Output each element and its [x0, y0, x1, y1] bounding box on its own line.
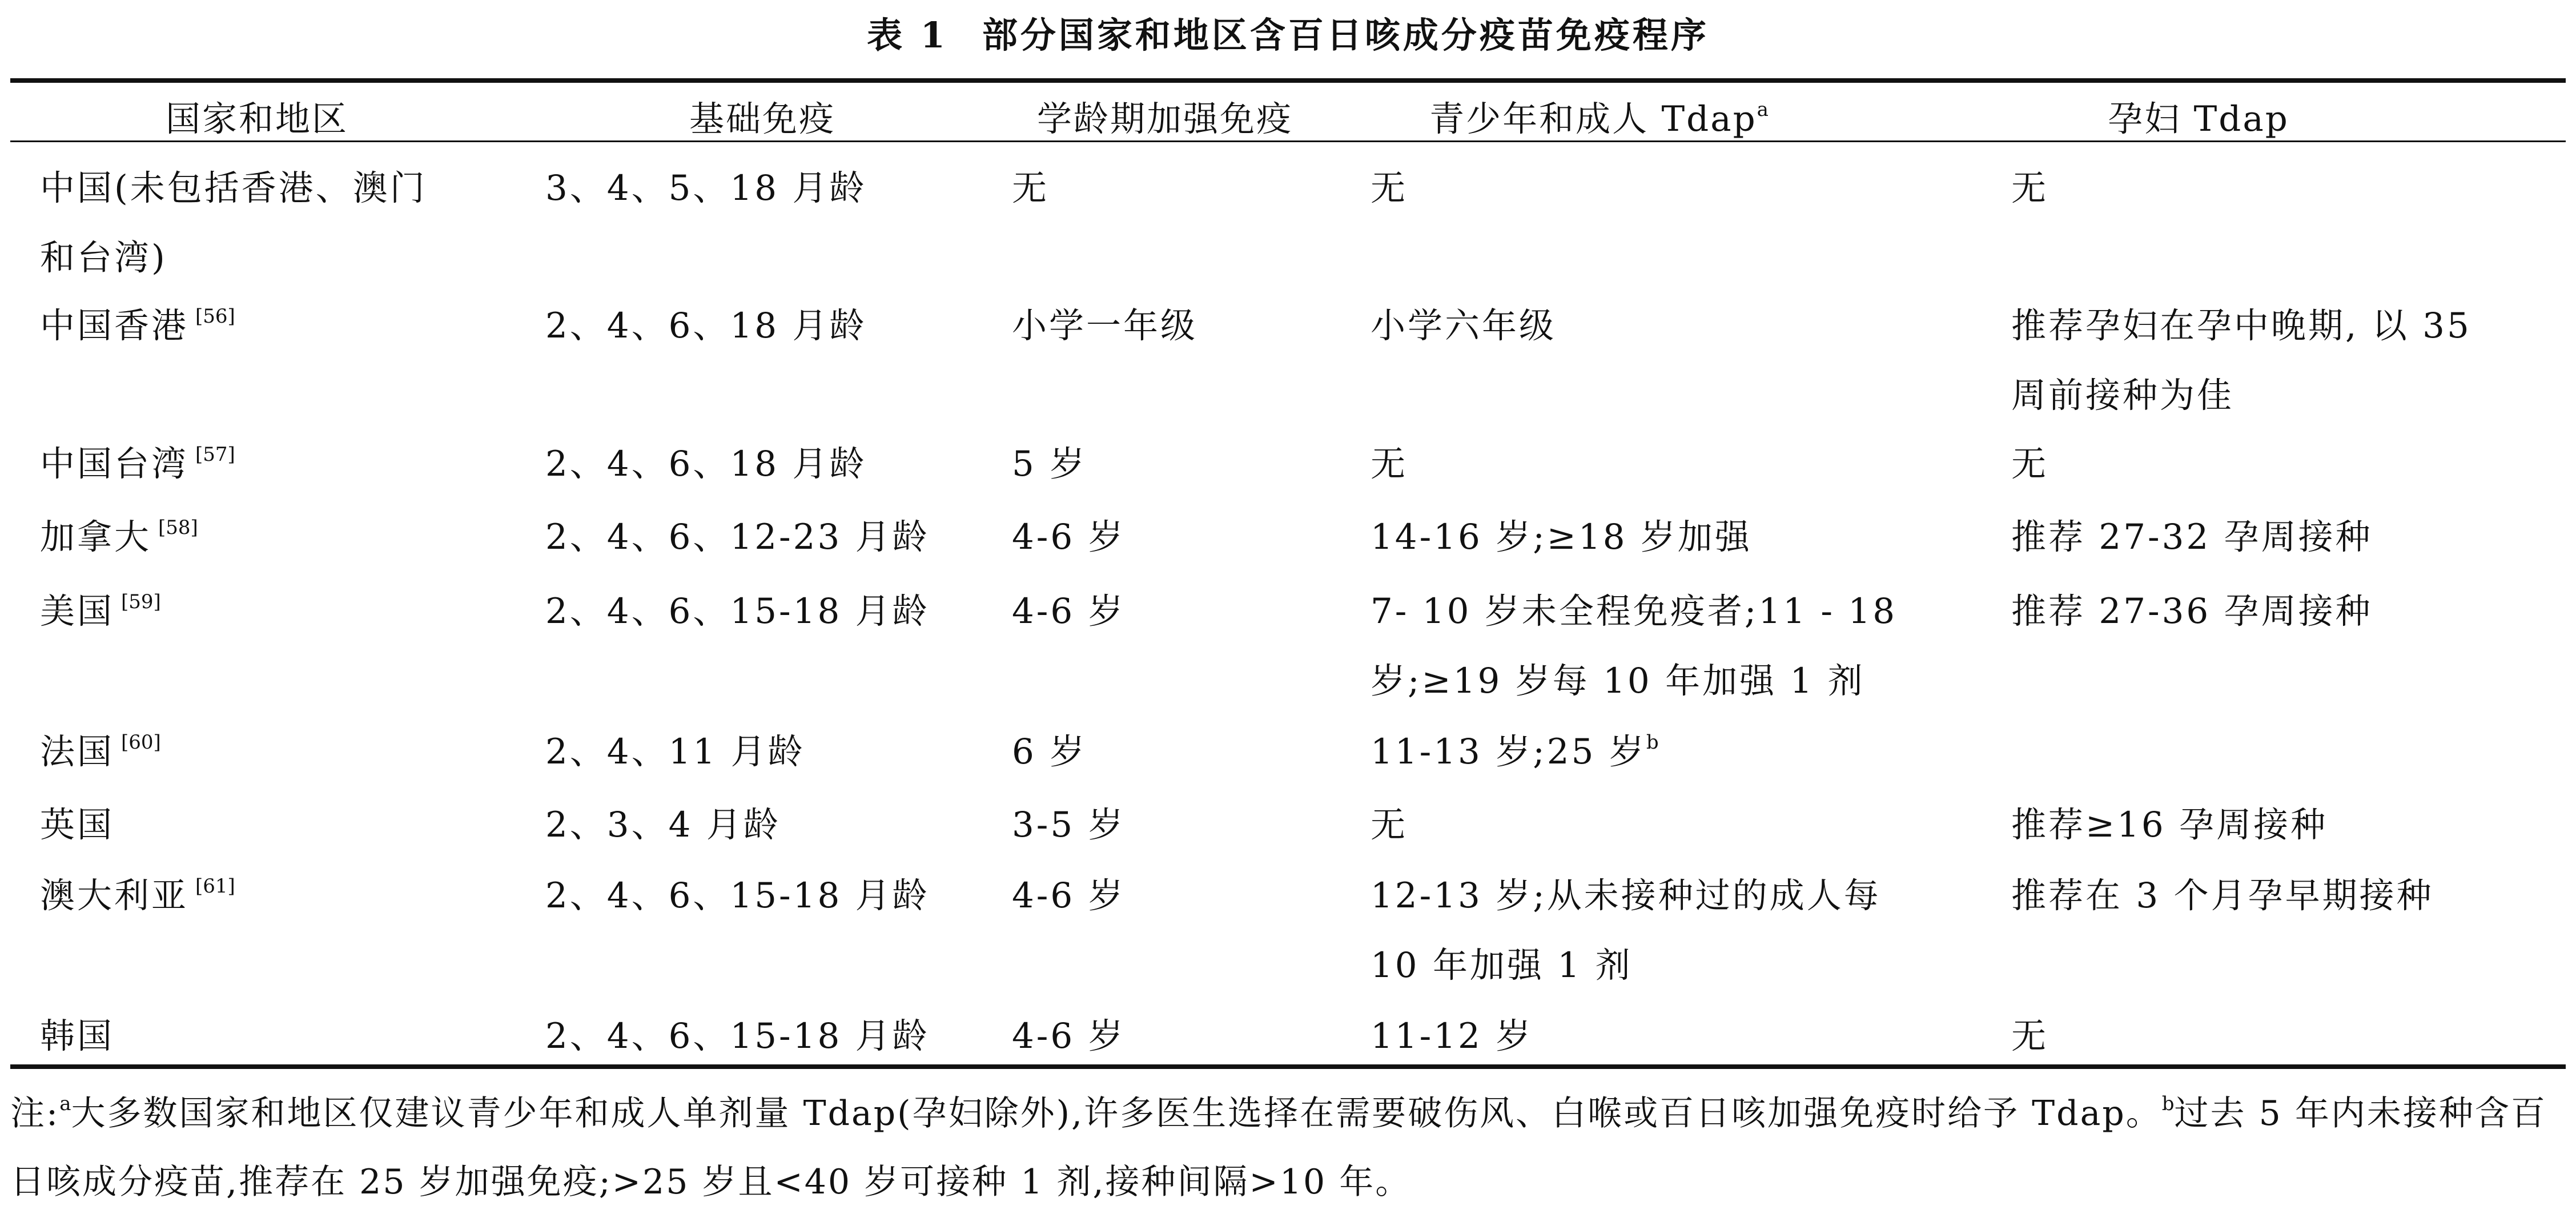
caption-label: 表 1	[867, 14, 948, 56]
cell-adolescent: 11-12 岁	[1371, 1016, 1533, 1056]
cell-pregnant: 推荐孕妇在孕中晚期, 以 35 周前接种为佳	[2011, 306, 2471, 416]
cell-primary: 2、4、6、15-18 月龄	[545, 1016, 930, 1056]
cell-school: 4-6 岁	[1012, 517, 1126, 557]
cell-region: 法国 [60]	[40, 731, 161, 772]
cell-primary: 2、4、6、12-23 月龄	[545, 517, 930, 557]
cell-adolescent: 无	[1371, 168, 1408, 208]
cell-primary: 3、4、5、18 月龄	[545, 168, 867, 208]
note-a-mark: a	[59, 1092, 71, 1115]
reference-mark: [56]	[195, 305, 235, 328]
cell-school: 小学一年级	[1012, 306, 1198, 346]
cell-pregnant: 推荐在 3 个月孕早期接种	[2011, 875, 2434, 916]
cell-school: 5 岁	[1012, 444, 1087, 484]
cell-school: 4-6 岁	[1012, 1016, 1126, 1056]
reference-mark: [58]	[158, 516, 198, 539]
header-adolescent	[1429, 91, 1769, 141]
cell-primary: 2、4、6、18 月龄	[545, 306, 867, 346]
header-adolescent-text: 青少年和成人 Tdap	[1429, 99, 1757, 139]
cell-pregnant: 无	[2011, 168, 2049, 208]
table-note	[10, 1079, 2566, 1216]
table-caption	[0, 7, 2576, 58]
cell-region: 加拿大 [58]	[40, 516, 198, 557]
note-b-text: 过去 5 年内未接种含百日咳成分疫苗,推荐在 25 岁加强免疫;>25 岁且<40 岁可接种 1 剂,接种间隔>10 年。	[10, 1094, 2547, 1202]
reference-mark: [57]	[195, 443, 235, 466]
cell-primary: 2、4、6、15-18 月龄	[545, 875, 930, 916]
header-rule	[10, 140, 2566, 142]
cell-school: 无	[1012, 168, 1050, 208]
cell-adolescent: 11-13 岁;25 岁$^b$	[1371, 731, 1659, 772]
cell-adolescent: 12-13 岁;从未接种过的成人每 10 年加强 1 剂	[1371, 875, 1881, 986]
cell-school: 6 岁	[1012, 731, 1087, 772]
cell-region: 中国台湾 [57]	[40, 443, 235, 484]
header-adolescent-sup: a	[1757, 98, 1769, 121]
cell-school: 3-5 岁	[1012, 805, 1126, 845]
cell-region: 韩国	[40, 1016, 115, 1056]
cell-pregnant: 推荐≥16 孕周接种	[2011, 805, 2328, 845]
cell-region: 美国 [59]	[40, 590, 161, 632]
cell-region: 中国(未包括香港、澳门 和台湾)	[40, 168, 427, 278]
reference-mark: [61]	[195, 875, 235, 898]
cell-region: 澳大利亚 [61]	[40, 875, 235, 916]
bottom-rule	[10, 1064, 2566, 1069]
top-rule	[10, 78, 2566, 83]
cell-primary: 2、4、6、15-18 月龄	[545, 591, 930, 632]
cell-school: 4-6 岁	[1012, 875, 1126, 916]
header-region: 国家和地区	[165, 99, 349, 139]
cell-region: 英国	[40, 805, 115, 845]
cell-pregnant: 推荐 27-36 孕周接种	[2011, 591, 2373, 632]
header-pregnant: 孕妇 Tdap	[2108, 99, 2289, 139]
cell-primary: 2、4、11 月龄	[545, 731, 805, 772]
reference-mark: [59]	[121, 590, 161, 613]
cell-adolescent: 无	[1371, 444, 1408, 484]
note-prefix: 注:	[10, 1094, 60, 1133]
reference-mark: [60]	[121, 731, 161, 754]
cell-pregnant: 推荐 27-32 孕周接种	[2011, 517, 2373, 557]
cell-school: 4-6 岁	[1012, 591, 1126, 632]
cell-region: 中国香港 [56]	[40, 305, 235, 346]
cell-adolescent: 小学六年级	[1371, 306, 1557, 346]
cell-pregnant: 无	[2011, 444, 2049, 484]
cell-adolescent: 14-16 岁;≥18 岁加强	[1371, 517, 1752, 557]
footnote-b-mark: b	[1646, 731, 1659, 754]
note-a-text: 大多数国家和地区仅建议青少年和成人单剂量 Tdap(孕妇除外),许多医生选择在需要破伤风、白喉或百日咳加强免疫时给予 Tdap。	[71, 1094, 2162, 1133]
cell-primary: 2、4、6、18 月龄	[545, 444, 867, 484]
cell-pregnant: 无	[2011, 1016, 2049, 1056]
cell-adolescent: 7- 10 岁未全程免疫者;11 - 18 岁;≥19 岁每 10 年加强 1 剂	[1371, 591, 1898, 701]
cell-primary: 2、3、4 月龄	[545, 805, 781, 845]
header-school: 学龄期加强免疫	[1036, 99, 1293, 139]
cell-adolescent: 无	[1371, 805, 1408, 845]
caption-text: 部分国家和地区含百日咳成分疫苗免疫程序	[982, 14, 1709, 56]
header-primary: 基础免疫	[689, 99, 836, 139]
note-b-mark: b	[2161, 1092, 2175, 1115]
